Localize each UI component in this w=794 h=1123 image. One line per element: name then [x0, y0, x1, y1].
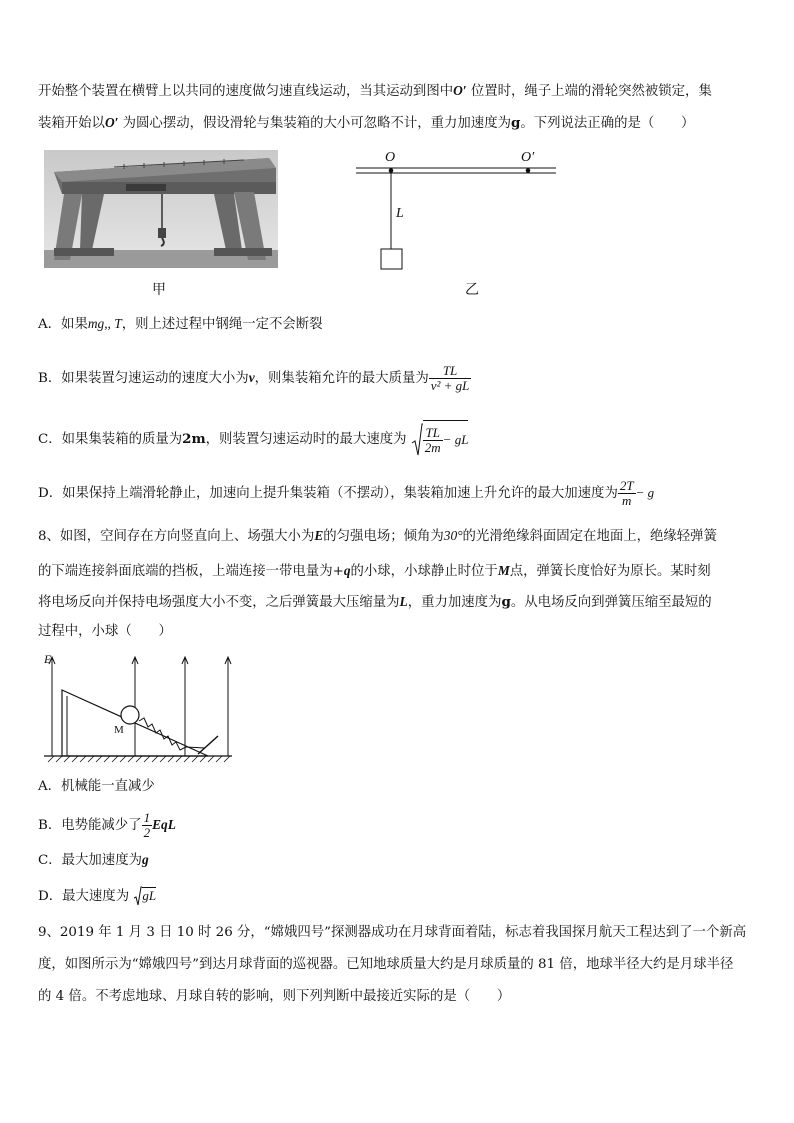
point-O-label: O — [385, 150, 396, 165]
field-E-label: E — [44, 652, 52, 666]
pendulum-schematic — [350, 150, 565, 275]
length-L-label: L — [396, 206, 404, 221]
incline-spring-diagram — [40, 652, 240, 764]
point-O-prime-label: O′ — [521, 150, 535, 165]
gantry-crane-photo — [44, 150, 278, 268]
q8-stem-line2: 的下端连接斜面底端的挡板，上端连接一带电量为+q的小球，小球静止时位于M点，弹簧长度恰好为原长。某时刻 — [38, 563, 711, 579]
q7-option-c: C．如果集装箱的质量为2m，则装置匀速运动时的最大速度为 $\frac{TL}{2m}$ − gL — [38, 420, 468, 459]
q9-stem-line2: 度，如图所示为“嫦娥四号”到达月球背面的巡视器。已知地球质量大约是月球质量的 81 倍，地球半径大约是月球半径 — [38, 957, 734, 972]
point-M-label: M — [114, 724, 124, 736]
q7-option-a: A．如果mg,, T，则上述过程中钢绳一定不会断裂 — [38, 316, 323, 332]
q9-stem-line1: 9、2019 年 1 月 3 日 10 时 26 分，“嫦娥四号”探测器成功在月球背面着陆，标志着我国探月航天工程达到了一个新高 — [38, 925, 747, 940]
q7-option-d: D．如果保持上端滑轮静止，加速向上提升集装箱（不摆动），集装箱加速上升允许的最大加速度为 $\frac{2T}{m}$ − g — [38, 478, 655, 508]
q8-option-d: D．最大速度为 gL — [38, 884, 156, 909]
q8-option-b: B．电势能减少了 $\frac{1}{2}$ EqL — [38, 810, 176, 840]
figure-yi-label: 乙 — [465, 282, 479, 298]
q9-stem-line3: 的 4 倍。不考虑地球、月球自转的影响，则下列判断中最接近实际的是（ ） — [38, 989, 511, 1004]
q8-stem-line3: 将电场反向并保持电场强度大小不变，之后弹簧最大压缩量为L，重力加速度为g。从电场反向到弹簧压缩至最短的 — [38, 594, 712, 610]
q8-option-c: C．最大加速度为g — [38, 852, 149, 868]
q7-option-b: B．如果装置匀速运动的速度大小为v，则集装箱允许的最大质量为 $\frac{TL}{\text{v² + gL}}$ — [38, 363, 470, 393]
q7-stem-line1: 开始整个装置在横臂上以共同的速度做匀速直线运动，当其运动到图中O′ 位置时，绳子上端的滑轮突然被锁定，集 — [38, 83, 712, 99]
figure-jia-label: 甲 — [152, 282, 166, 298]
q8-stem-line1: 8、如图，空间存在方向竖直向上、场强大小为E的匀强电场；倾角为30°的光滑绝缘斜面固定在地面上，绝缘轻弹簧 — [38, 528, 717, 544]
q7-stem-line2: 装箱开始以O′ 为圆心摆动，假设滑轮与集装箱的大小可忽略不计，重力加速度为g。下列说法正确的是（ ） — [38, 115, 695, 131]
q8-stem-line4: 过程中，小球（ ） — [38, 624, 172, 639]
sqrt-expression: $\frac{TL}{2m}$ − gL — [411, 420, 469, 459]
q8-option-a: A．机械能一直减少 — [38, 779, 155, 794]
sqrt-gL: gL — [133, 884, 156, 909]
